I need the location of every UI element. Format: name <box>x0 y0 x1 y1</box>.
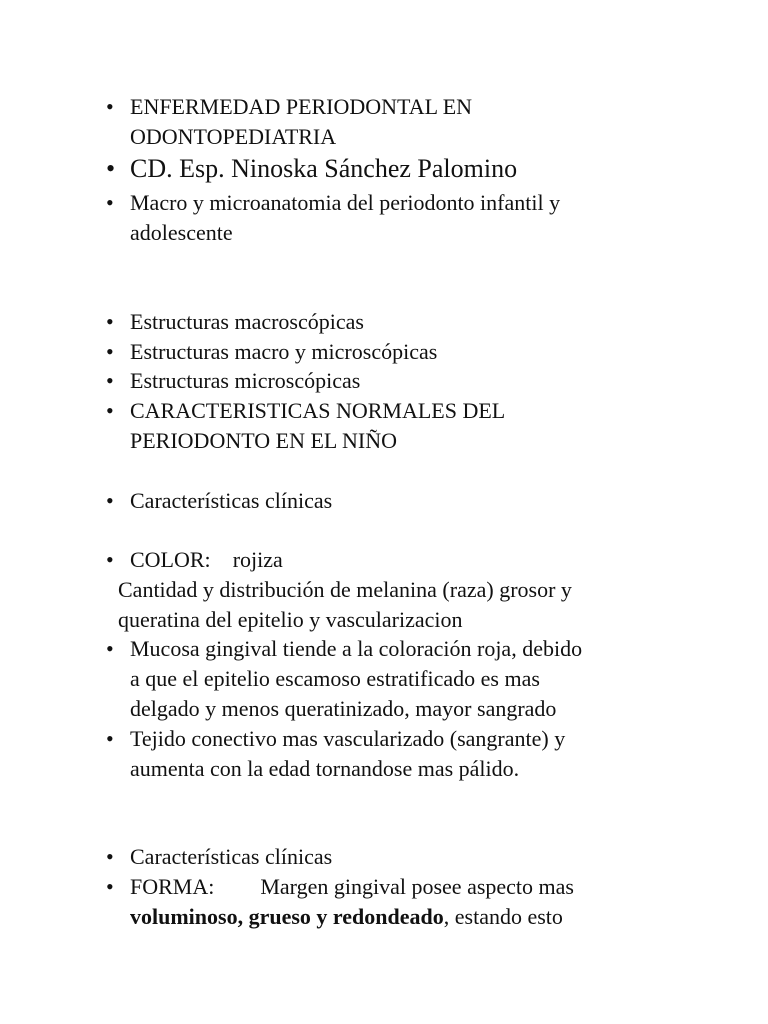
forma-label: FORMA: <box>130 874 215 899</box>
mucosa-text <box>130 634 746 724</box>
title-line-1: ENFERMEDAD PERIODONTAL EN <box>130 94 473 119</box>
caracteristicas-line-1: CARACTERISTICAS NORMALES DEL <box>130 398 506 423</box>
topic-line-2: adolescente <box>130 220 233 245</box>
bullet-item-title <box>106 92 746 152</box>
topic-text <box>130 188 746 248</box>
bullet-item-macro <box>106 307 746 337</box>
color-value: rojiza <box>232 547 283 572</box>
clinicas-2-text: Características clínicas <box>130 844 333 869</box>
bullet-marker: • <box>106 726 114 751</box>
mucosa-line-2: a que el epitelio escamoso estratificado es mas <box>130 666 540 691</box>
bullet-marker: • <box>106 190 114 215</box>
micro-text: Estructuras microscópicas <box>130 368 361 393</box>
tejido-text <box>130 724 746 784</box>
tejido-line-1: Tejido conectivo mas vascularizado (sangrante) y <box>130 726 566 751</box>
forma-value: Margen gingival posee aspecto mas <box>260 874 574 899</box>
mucosa-line-1: Mucosa gingival tiende a la coloración roja, debido <box>130 636 583 661</box>
color-note-line-1: Cantidad y distribución de melanina (raza) grosor y <box>118 577 572 602</box>
macro-micro-text: Estructuras macro y microscópicas <box>130 339 438 364</box>
bullet-item-micro <box>106 366 746 396</box>
title-text <box>130 92 746 152</box>
bullet-item-tejido <box>106 724 746 784</box>
bullet-marker: • <box>106 398 114 423</box>
bullet-marker: • <box>106 547 114 572</box>
caracteristicas-line-2: PERIODONTO EN EL NIÑO <box>130 428 398 453</box>
bullet-marker: • <box>106 339 114 364</box>
forma-line-2 <box>130 902 746 932</box>
bullet-item-color <box>106 545 746 575</box>
forma-rest-text: , estando esto <box>443 904 563 929</box>
bullet-item-topic <box>106 188 746 248</box>
bullet-item-forma <box>106 872 746 932</box>
macro-text: Estructuras macroscópicas <box>130 309 364 334</box>
bullet-marker: • <box>106 874 114 899</box>
bullet-marker: • <box>106 154 116 183</box>
tejido-line-2: aumenta con la edad tornandose mas pálido. <box>130 756 520 781</box>
forma-text <box>130 872 746 932</box>
bullet-item-mucosa <box>106 634 746 724</box>
forma-bold-text: voluminoso, grueso y redondeado <box>130 904 444 929</box>
color-text <box>130 545 746 575</box>
bullet-marker: • <box>106 94 114 119</box>
bullet-marker: • <box>106 636 114 661</box>
bullet-item-caracteristicas-normales <box>106 396 746 456</box>
forma-line-1 <box>130 872 746 902</box>
bullet-marker: • <box>106 488 114 513</box>
bullet-item-macro-micro <box>106 337 746 367</box>
bullet-marker: • <box>106 309 114 334</box>
color-note <box>118 575 738 635</box>
color-note-line-2: queratina del epitelio y vascularizacion <box>118 607 463 632</box>
bullet-item-clinicas-2 <box>106 842 746 872</box>
bullet-marker: • <box>106 844 114 869</box>
author-text: CD. Esp. Ninoska Sánchez Palomino <box>130 154 518 183</box>
bullet-item-clinicas-1 <box>106 486 746 516</box>
clinicas-1-text: Características clínicas <box>130 488 333 513</box>
bullet-marker: • <box>106 368 114 393</box>
bullet-item-author <box>106 154 746 184</box>
title-line-2: ODONTOPEDIATRIA <box>130 124 337 149</box>
mucosa-line-3: delgado y menos queratinizado, mayor sangrado <box>130 696 557 721</box>
topic-line-1: Macro y microanatomia del periodonto infantil y <box>130 190 561 215</box>
caracteristicas-normales-text <box>130 396 746 456</box>
color-label: COLOR: <box>130 547 211 572</box>
